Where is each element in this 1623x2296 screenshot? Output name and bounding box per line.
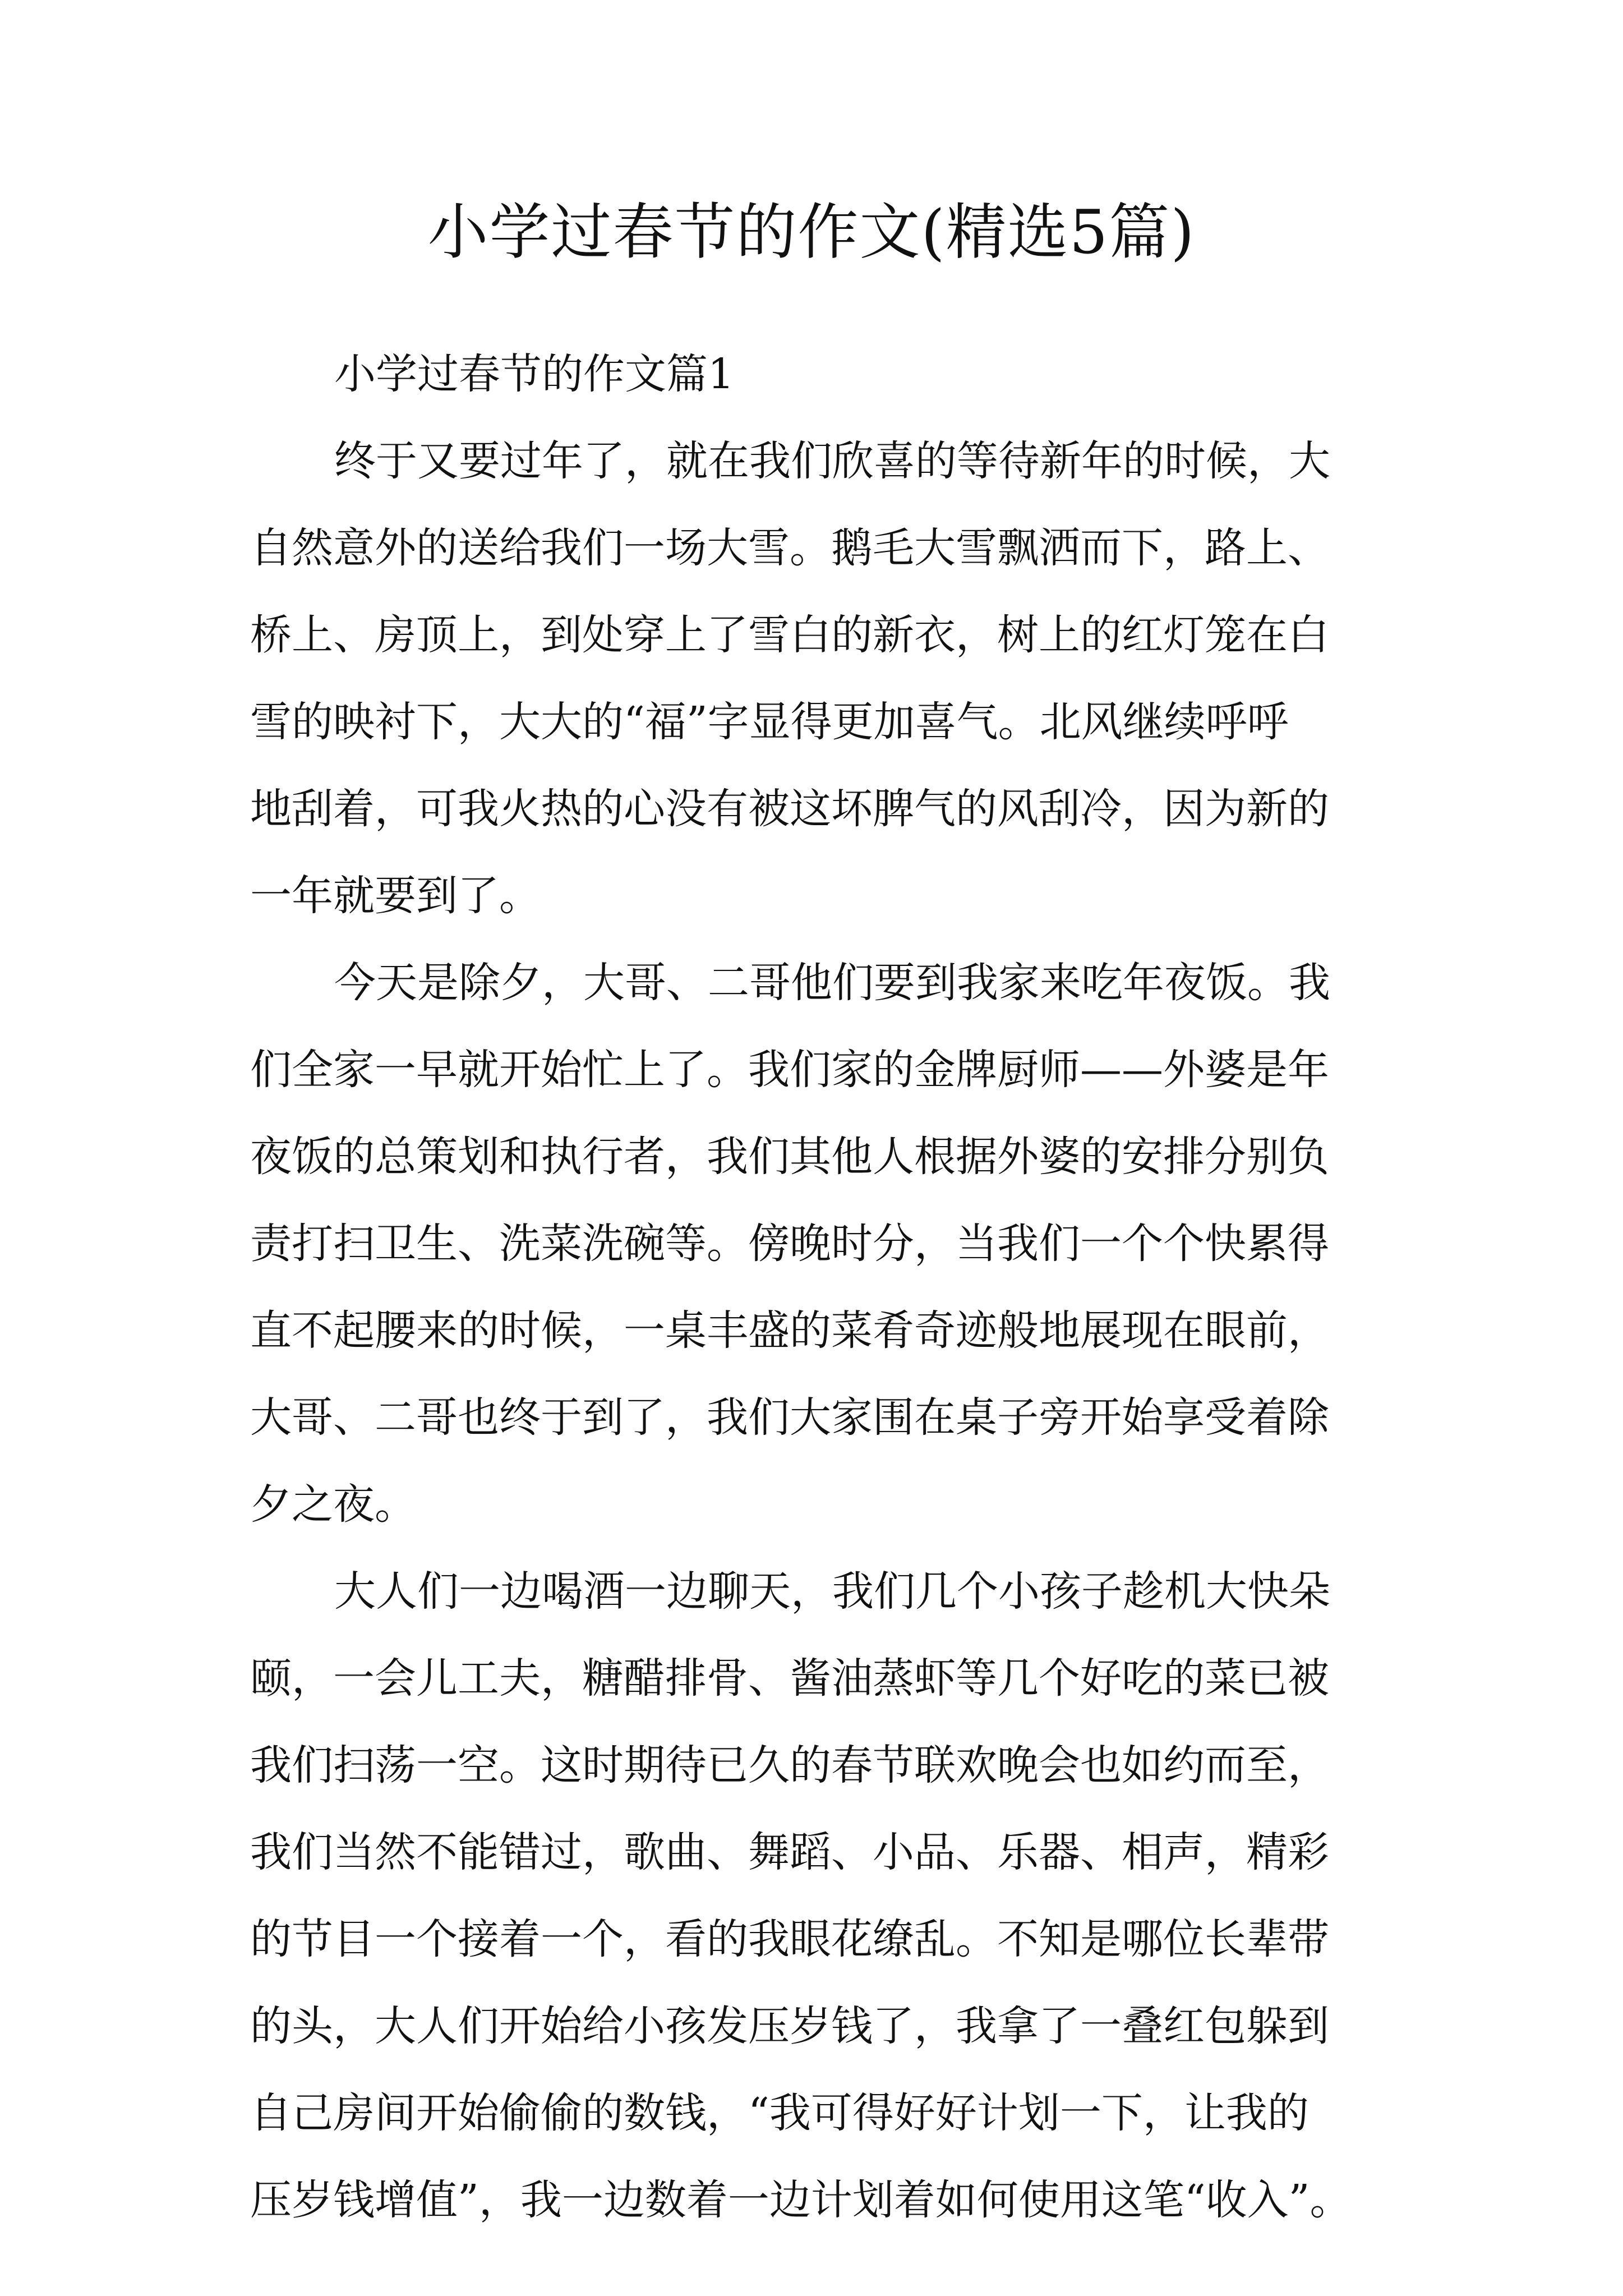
document-body xyxy=(250,331,1383,2244)
document-title: 小学过春节的作文(精选5篇) xyxy=(427,197,1196,268)
paragraph-line: 的头，大人们开始给小孩发压岁钱了，我拿了一叠红包躲到 xyxy=(250,2002,1329,2050)
paragraph-line: 我们当然不能错过，歌曲、舞蹈、小品、乐器、相声，精彩 xyxy=(250,1828,1329,1876)
paragraph-line: 雪的映衬下，大大的“福”字显得更加喜气。北风继续呼呼 xyxy=(250,698,1289,746)
paragraph-line: 大哥、二哥也终于到了，我们大家围在桌子旁开始享受着除 xyxy=(250,1393,1329,1442)
paragraph-line: 今天是除夕，大哥、二哥他们要到我家来吃年夜饭。我 xyxy=(334,959,1330,1007)
paragraph-line: 我们扫荡一空。这时期待已久的春节联欢晚会也如约而至， xyxy=(250,1741,1329,1789)
paragraph-line: 桥上、房顶上，到处穿上了雪白的新衣，树上的红灯笼在白 xyxy=(250,611,1329,659)
paragraph-line: 直不起腰来的时候，一桌丰盛的菜肴奇迹般地展现在眼前， xyxy=(250,1306,1329,1355)
paragraph-line: 颐，一会儿工夫，糖醋排骨、酱油蒸虾等几个好吃的菜已被 xyxy=(250,1654,1329,1703)
section-heading: 小学过春节的作文篇1 xyxy=(334,350,735,398)
paragraph-line: 一年就要到了。 xyxy=(250,872,541,920)
paragraph-line: 们全家一早就开始忙上了。我们家的金牌厨师——外婆是年 xyxy=(250,1046,1329,1094)
paragraph-line: 夕之夜。 xyxy=(250,1480,416,1529)
paragraph-line: 自己房间开始偷偷的数钱，“我可得好好计划一下，让我的 xyxy=(250,2089,1309,2137)
paragraph-line: 压岁钱增值”，我一边数着一边计划着如何使用这笔“收入”。 xyxy=(250,2176,1352,2224)
paragraph-line: 终于又要过年了，就在我们欣喜的等待新年的时候，大 xyxy=(334,437,1330,485)
paragraph-line: 地刮着，可我火热的心没有被这坏脾气的风刮冷，因为新的 xyxy=(250,785,1329,833)
paragraph-line: 自然意外的送给我们一场大雪。鹅毛大雪飘洒而下，路上、 xyxy=(250,524,1329,572)
paragraph-line: 责打扫卫生、洗菜洗碗等。傍晚时分，当我们一个个快累得 xyxy=(250,1220,1329,1268)
paragraph-line: 的节目一个接着一个，看的我眼花缭乱。不知是哪位长辈带 xyxy=(250,1915,1329,1963)
paragraph-line: 夜饭的总策划和执行者，我们其他人根据外婆的安排分别负 xyxy=(250,1133,1329,1181)
paragraph-line: 大人们一边喝酒一边聊天，我们几个小孩子趁机大快朵 xyxy=(334,1567,1330,1616)
